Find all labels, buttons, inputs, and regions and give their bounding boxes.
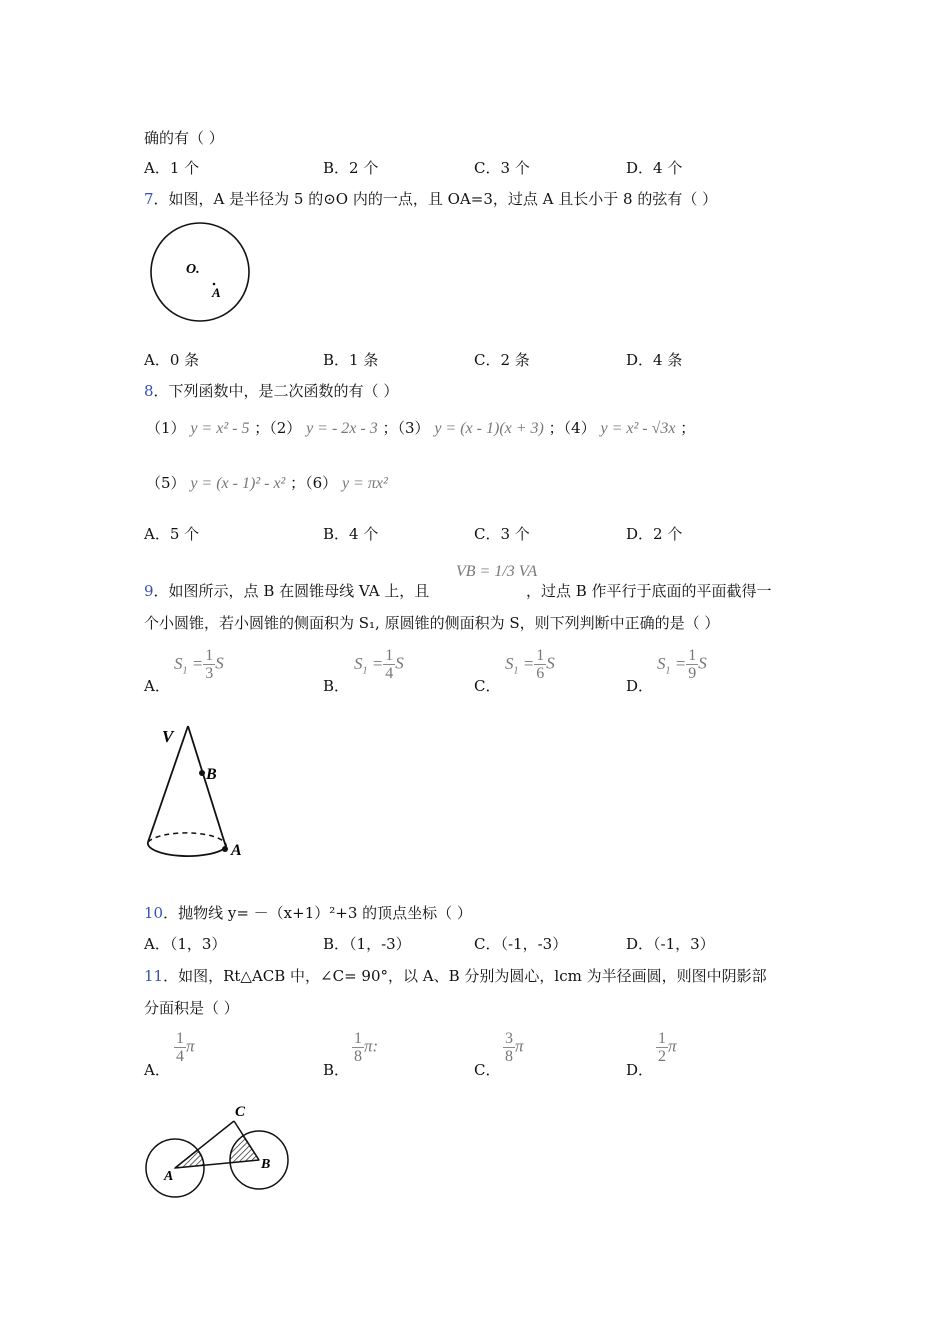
point-b: [199, 770, 205, 776]
q7-option-d[interactable]: D．4 条: [626, 351, 683, 369]
circle-o: [151, 223, 249, 321]
cone-base-back: [148, 833, 226, 847]
q10-text: ．抛物线 y= －（x+1）²+3 的顶点坐标（ ）: [163, 904, 472, 922]
q10-option-c[interactable]: C．（-1，-3）: [474, 935, 568, 953]
q8-row2: [146, 472, 388, 493]
q9-condition: [456, 563, 537, 581]
q10-option-d[interactable]: D．（-1，3）: [626, 935, 715, 953]
q8-item1-label: （1）: [146, 419, 186, 437]
q8-f3: y = (x - 1)(x + 3): [434, 420, 544, 437]
q11-option-a[interactable]: A．: [144, 1061, 170, 1079]
q9-text-b: ，过点 B 作平行于底面的平面截得一: [526, 582, 772, 600]
q10-number: 10: [144, 904, 164, 922]
q7-option-c[interactable]: C．2 条: [474, 351, 530, 369]
label-a: A: [231, 842, 242, 859]
q11-option-a-formula: $\frac{1}{4}$ π: [176, 1030, 195, 1065]
q8-row1-end: ；: [680, 419, 696, 437]
q11-number: 11: [144, 967, 164, 985]
q8-option-a[interactable]: A．5 个: [144, 525, 200, 543]
label-v: V: [162, 727, 174, 746]
q8-item2-label: ；（2）: [254, 419, 302, 437]
q11-option-c-formula: $\frac{3}{8}$ π: [505, 1030, 524, 1065]
q8-stem: [144, 381, 398, 401]
q9-condition-text: VB = 1/3 VA: [456, 563, 538, 580]
q9-option-c-formula: $S_1$ = $\frac{1}{6}$ S: [505, 647, 555, 682]
label-c: C: [235, 1104, 246, 1120]
q8-option-d[interactable]: D．2 个: [626, 525, 683, 543]
q11-option-d-formula: $\frac{1}{2}$ π: [658, 1030, 677, 1065]
q6-tail: 确的有（ ）: [144, 129, 224, 147]
q7-circle-figure: [146, 220, 256, 326]
q9-option-b[interactable]: B．: [323, 677, 350, 695]
q8-text: ．下列函数中，是二次函数的有（ ）: [153, 382, 399, 400]
q8-item4-label: ；（4）: [548, 419, 596, 437]
q11-option-d[interactable]: D．: [626, 1061, 654, 1079]
q10-option-a[interactable]: A．（1，3）: [144, 935, 227, 953]
q7-option-a[interactable]: A．0 条: [144, 351, 200, 369]
q11-triangle-figure: [142, 1100, 297, 1200]
q9-option-a[interactable]: A．: [144, 677, 170, 695]
q8-f6: y = πx²: [341, 475, 388, 492]
q9-stem: [144, 581, 429, 601]
cone-base-front: [148, 842, 226, 856]
point-a: [222, 846, 228, 852]
q9-option-d[interactable]: D．: [626, 677, 654, 695]
q8-f1: y = x² - 5: [190, 420, 250, 437]
q9-option-a-formula: $S_1$ = $\frac{1}{3}$ S: [174, 647, 224, 682]
label-b: B: [261, 1157, 271, 1172]
shaded-sector-b: [230, 1136, 259, 1163]
q11-stem: [144, 966, 767, 986]
q7-number: 7: [144, 190, 154, 208]
q8-row1: [146, 417, 695, 438]
q11-text: ．如图，Rt△ACB 中，∠C= 90°，以 A、B 分别为圆心，lcm 为半径画圆，则图中阴影部: [163, 967, 767, 985]
q8-option-c[interactable]: C．3 个: [474, 525, 530, 543]
q7-text: ．如图，A 是半径为 5 的⊙O 内的一点，且 OA=3，过点 A 且长小于 8 的弦有（ ）: [153, 190, 718, 208]
q9-number: 9: [144, 582, 154, 600]
q8-item5-label: （5）: [146, 474, 186, 492]
label-a: A: [212, 285, 221, 300]
q9-option-b-formula: $S_1$ = $\frac{1}{4}$ S: [354, 647, 404, 682]
q9-text-a: ．如图所示，点 B 在圆锥母线 VA 上，且: [153, 582, 430, 600]
q8-item6-label: ；（6）: [290, 474, 338, 492]
q11-option-b-formula: $\frac{1}{8}$ π:: [354, 1030, 379, 1065]
q8-number: 8: [144, 382, 154, 400]
q6-option-b[interactable]: B．2 个: [323, 159, 379, 177]
q8-item3-label: ；（3）: [382, 419, 430, 437]
q11-option-c[interactable]: C．: [474, 1061, 501, 1079]
q9-cone-figure: [140, 722, 260, 874]
q9-option-d-formula: $S_1$ = $\frac{1}{9}$ S: [657, 647, 707, 682]
q8-f5: y = (x - 1)² - x²: [190, 475, 286, 492]
q6-option-a[interactable]: A．1 个: [144, 159, 200, 177]
q8-f4: y = x² - √3x: [600, 420, 676, 437]
label-a: A: [164, 1169, 174, 1184]
q6-option-c[interactable]: C．3 个: [474, 159, 530, 177]
label-o: O.: [186, 262, 200, 277]
cone-right-edge: [188, 726, 226, 847]
q9-line2: 个小圆锥，若小圆锥的侧面积为 S₁, 原圆锥的侧面积为 S，则下列判断中正确的是（ ）: [144, 614, 720, 632]
q7-option-b[interactable]: B．1 条: [323, 351, 379, 369]
q8-option-b[interactable]: B．4 个: [323, 525, 379, 543]
q10-stem: [144, 903, 472, 923]
q11-line2: 分面积是（ ）: [144, 999, 239, 1017]
q9-option-c[interactable]: C．: [474, 677, 501, 695]
q10-option-b[interactable]: B．（1，-3）: [323, 935, 411, 953]
q6-option-d[interactable]: D．4 个: [626, 159, 683, 177]
label-b: B: [206, 766, 217, 783]
shaded-sector-a: [175, 1150, 204, 1168]
q8-f2: y = - 2x - 3: [306, 420, 378, 437]
q7-stem: [144, 189, 717, 209]
q11-option-b[interactable]: B．: [323, 1061, 350, 1079]
